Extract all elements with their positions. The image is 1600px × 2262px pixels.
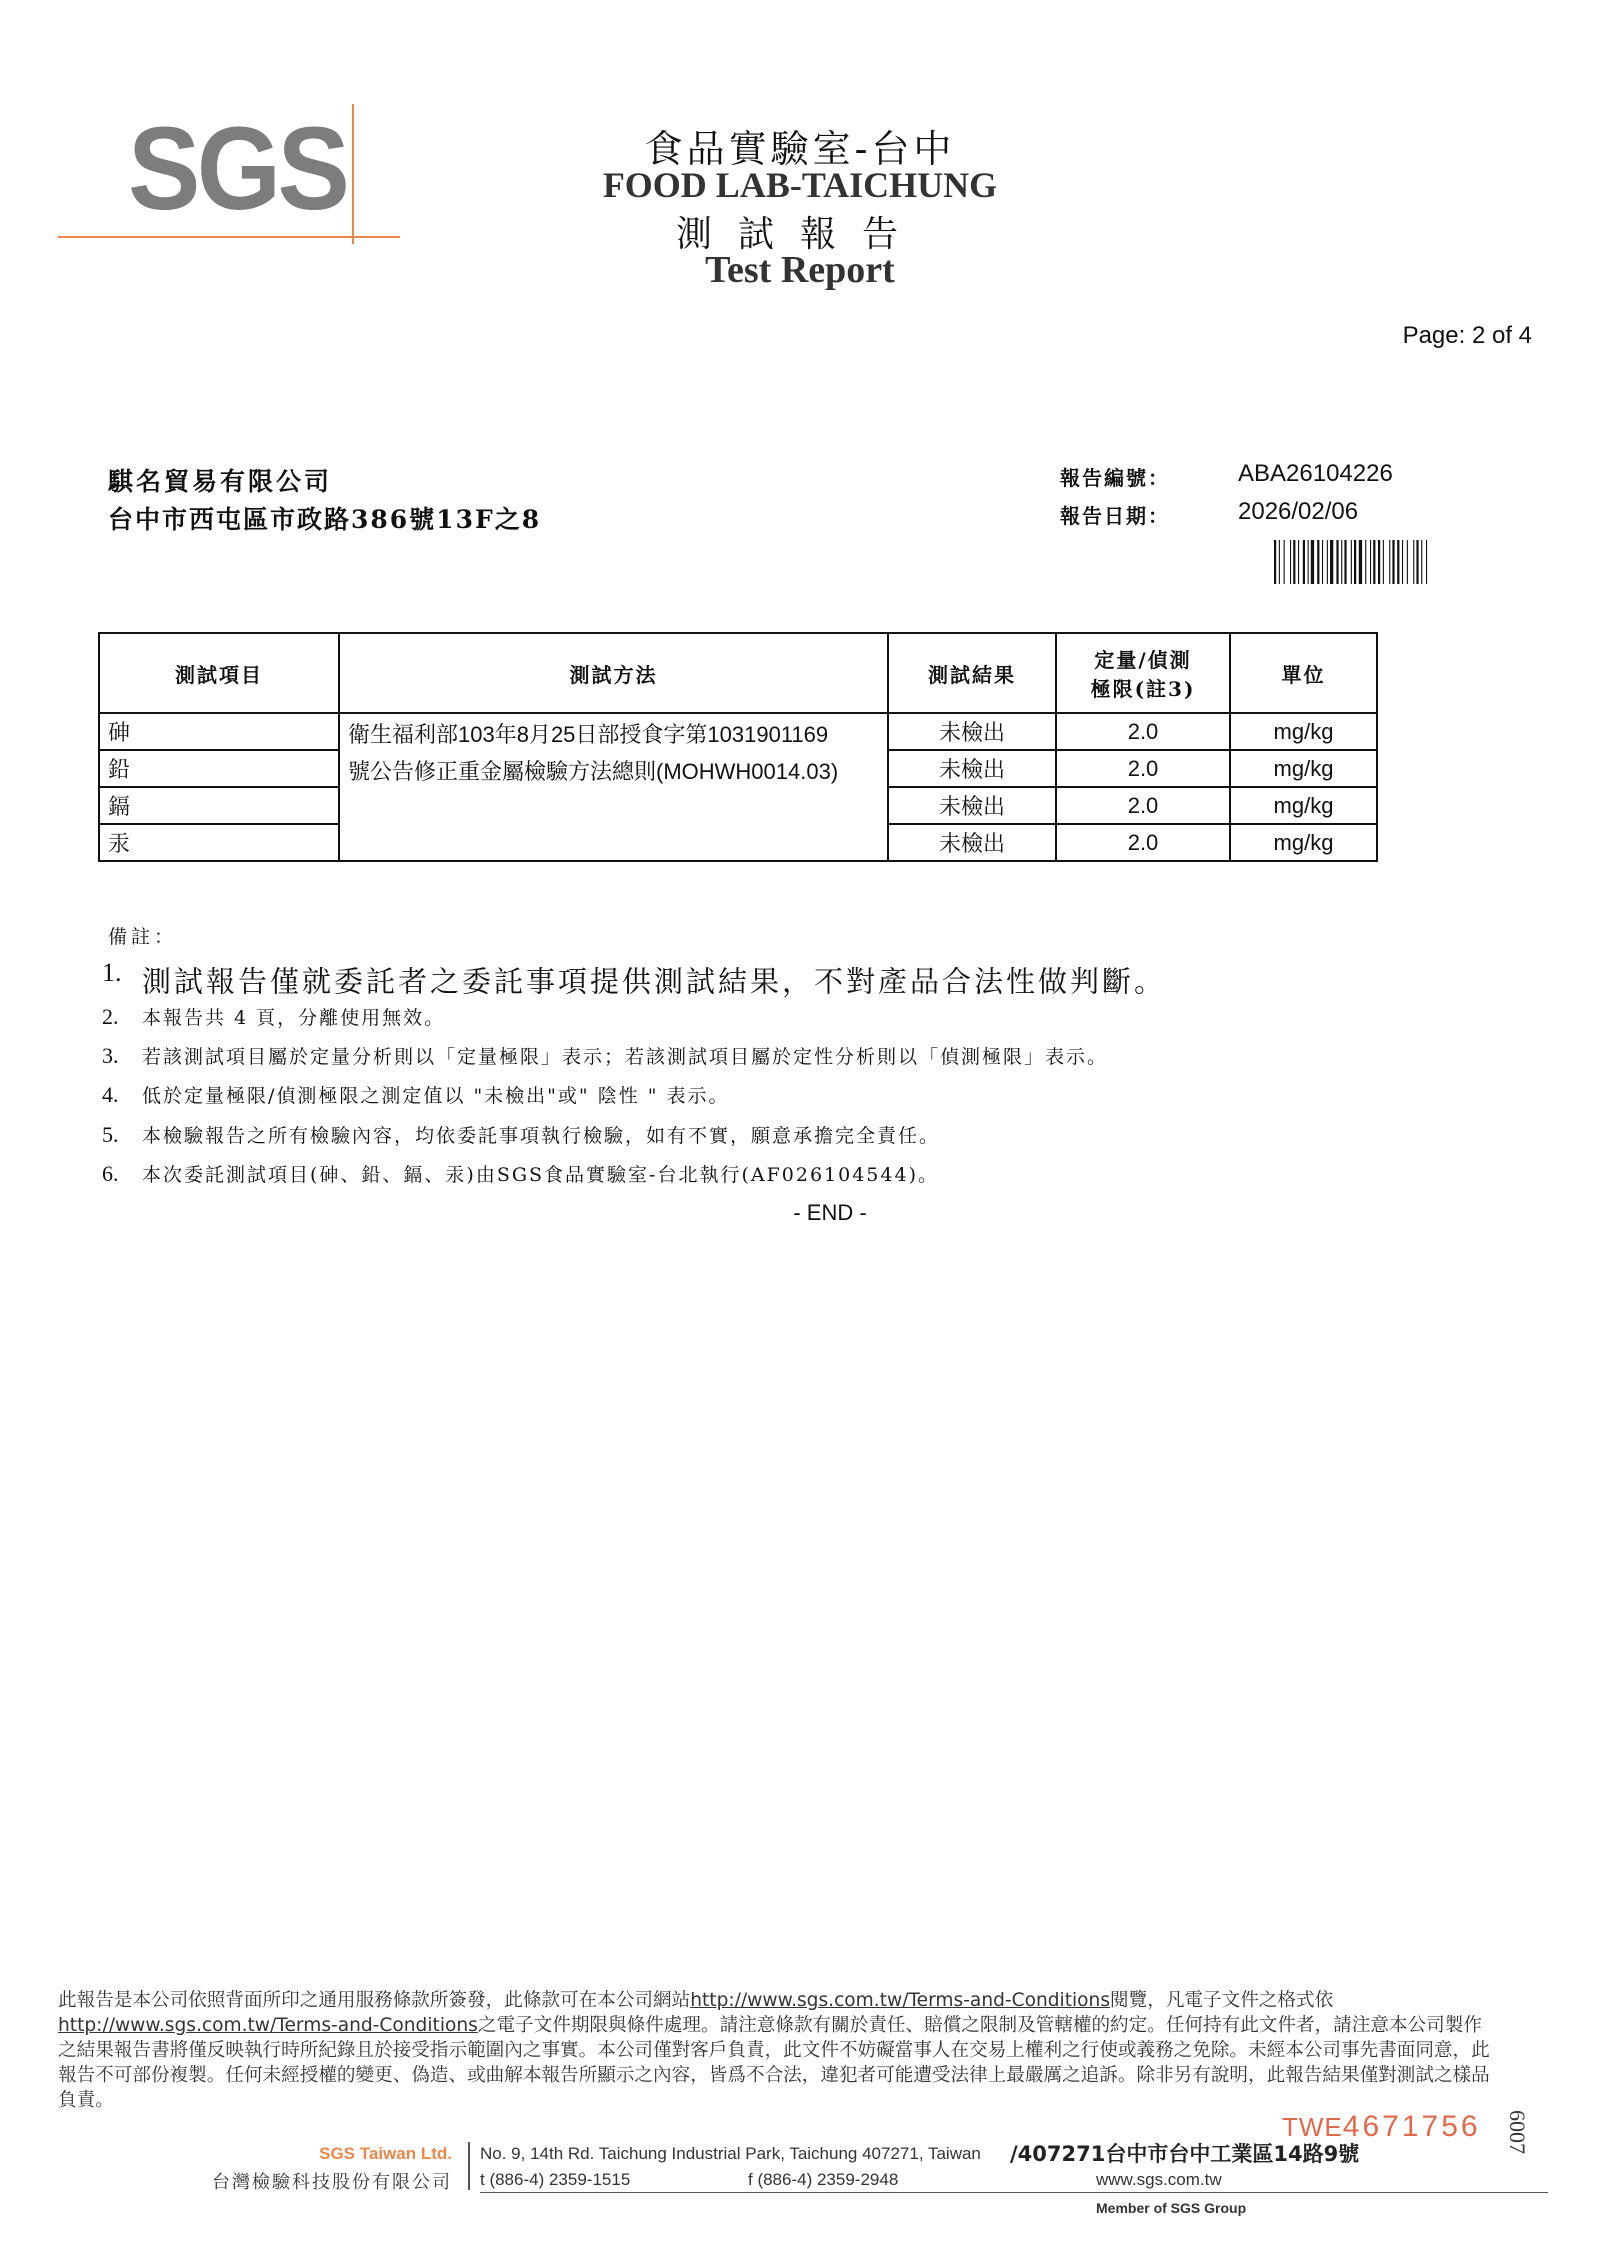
company-name-en: SGS Taiwan Ltd. — [319, 2144, 452, 2163]
cell-unit: mg/kg — [1230, 713, 1377, 750]
header-test-method: 測試方法 — [339, 633, 888, 713]
header-test-item: 測試項目 — [99, 633, 339, 713]
cell-item: 汞 — [99, 824, 339, 861]
note-text: 若該測試項目屬於定量分析則以「定量極限」表示；若該測試項目屬於定性分析則以「偵測極限」表示。 — [142, 1046, 1109, 1068]
note-item — [102, 958, 1166, 1001]
cell-result: 未檢出 — [888, 713, 1056, 750]
cell-item: 鎘 — [99, 787, 339, 824]
terms-link[interactable]: http://www.sgs.com.tw/Terms-and-Conditions — [58, 2015, 478, 2036]
member-of-sgs-group: Member of SGS Group — [1096, 2200, 1247, 2216]
company-address-en: No. 9, 14th Rd. Taichung Industrial Park, Taichung 407271, Taiwan — [480, 2144, 981, 2163]
method-line1: 衛生福利部103年8月25日部授食字第1031901169 — [348, 722, 829, 747]
note-number: 2. — [102, 1004, 119, 1029]
company-phone: t (886-4) 2359-1515 — [480, 2170, 631, 2189]
logo-underline — [58, 236, 400, 238]
client-address: 台中市西屯區市政路386號13F之8 — [108, 505, 542, 534]
table-row — [99, 713, 1377, 750]
company-address-zh: /407271台中市台中工業區14路9號 — [1010, 2142, 1360, 2166]
header-unit: 單位 — [1230, 633, 1377, 713]
note-number: 6. — [102, 1161, 119, 1186]
cell-item: 砷 — [99, 713, 339, 750]
company-fax: f (886-4) 2359-2948 — [748, 2170, 899, 2189]
side-code: 6007 — [1505, 2110, 1530, 2154]
cell-unit: mg/kg — [1230, 750, 1377, 787]
footer-divider — [468, 2142, 470, 2190]
disclaimer-text: 之電子文件期限與條件處理。請注意條款有關於責任、賠償之限制及管轄權的約定。任何持有此文件者，請注意本公司製作之結果報告書將僅反映執行時所紀錄且於接受指示範圍內之事實。本公司僅對客戶負責，此文件不妨礙當事人在交易上權利之行使或義務之免除。未經本公司事先書面同意，此報告不可部份複製。任何未經授權的變更、偽造、或曲解本報告所顯示之內容，皆爲不合法，違犯者可能遭受法律上最嚴厲之追訴。除非另有說明，此報告結果僅對測試之樣品負責。 — [58, 2015, 1490, 2111]
cell-result: 未檢出 — [888, 824, 1056, 861]
serial-prefix: TWE — [1282, 2112, 1343, 2142]
note-text: 測試報告僅就委託者之委託事項提供測試結果，不對產品合法性做判斷。 — [142, 964, 1167, 999]
company-name-zh: 台灣檢驗科技股份有限公司 — [212, 2172, 452, 2193]
method-line2: 號公告修正重金屬檢驗方法總則(MOHWH0014.03) — [348, 759, 839, 784]
cell-limit: 2.0 — [1056, 713, 1230, 750]
disclaimer-text: 閱覽，凡電子文件之格式依 — [1110, 1990, 1334, 2011]
note-item — [102, 1160, 939, 1187]
note-number: 4. — [102, 1082, 119, 1107]
lab-name-en: FOOD LAB-TAICHUNG — [602, 165, 998, 205]
terms-link[interactable]: http://www.sgs.com.tw/Terms-and-Conditions — [690, 1990, 1111, 2011]
lab-name-zh: 食品實驗室-台中 — [644, 127, 956, 171]
serial-digits: 4671756 — [1342, 2110, 1481, 2143]
note-item — [102, 1042, 1108, 1069]
cell-limit: 2.0 — [1056, 787, 1230, 824]
report-number-label: 報告編號： — [1060, 466, 1170, 490]
end-marker: - END - — [793, 1200, 867, 1225]
note-number: 5. — [102, 1122, 119, 1147]
note-text: 低於定量極限/偵測極限之測定值以 "未檢出"或" 陰性 " 表示。 — [142, 1085, 730, 1107]
cell-unit: mg/kg — [1230, 824, 1377, 861]
report-date-label: 報告日期： — [1060, 504, 1170, 528]
logo-vertical-line — [352, 104, 354, 244]
header-test-result: 測試結果 — [888, 633, 1056, 713]
barcode — [1274, 540, 1494, 584]
header-limit-line2: 極限(註3) — [1090, 677, 1196, 701]
cell-result: 未檢出 — [888, 750, 1056, 787]
note-item — [102, 1003, 445, 1030]
notes-title: 備註： — [108, 926, 178, 948]
table-header-row — [99, 633, 1377, 713]
client-name: 騏名貿易有限公司 — [108, 467, 333, 496]
results-table — [98, 632, 1378, 862]
cell-limit: 2.0 — [1056, 750, 1230, 787]
note-item — [102, 1121, 940, 1148]
page-number: Page: 2 of 4 — [1402, 322, 1532, 349]
cell-method — [339, 713, 888, 861]
note-text: 本報告共 4 頁，分離使用無效。 — [142, 1007, 446, 1029]
note-number: 3. — [102, 1043, 119, 1068]
footer-rule — [480, 2192, 1548, 2193]
header-limit — [1056, 633, 1230, 713]
cell-limit: 2.0 — [1056, 824, 1230, 861]
note-item — [102, 1081, 730, 1108]
disclaimer-text: 此報告是本公司依照背面所印之通用服務條款所簽發，此條款可在本公司網站 — [58, 1990, 691, 2011]
report-title-zh: 測試報告 — [675, 214, 924, 255]
cell-result: 未檢出 — [888, 787, 1056, 824]
note-text: 本次委託測試項目(砷、鉛、鎘、汞)由SGS食品實驗室-台北執行(AF026104544)。 — [142, 1164, 939, 1186]
sgs-logo: SGS — [128, 103, 347, 235]
company-website: www.sgs.com.tw — [1096, 2170, 1222, 2189]
report-date: 2026/02/06 — [1238, 498, 1359, 525]
cell-item: 鉛 — [99, 750, 339, 787]
note-number: 1. — [102, 958, 122, 987]
footer-disclaimer — [58, 1988, 1498, 2113]
header-limit-line1: 定量/偵測 — [1094, 648, 1192, 672]
report-title-en: Test Report — [705, 249, 895, 291]
note-text: 本檢驗報告之所有檢驗內容，均依委託事項執行檢驗，如有不實，願意承擔完全責任。 — [142, 1125, 941, 1147]
report-number: ABA26104226 — [1238, 460, 1393, 487]
cell-unit: mg/kg — [1230, 787, 1377, 824]
